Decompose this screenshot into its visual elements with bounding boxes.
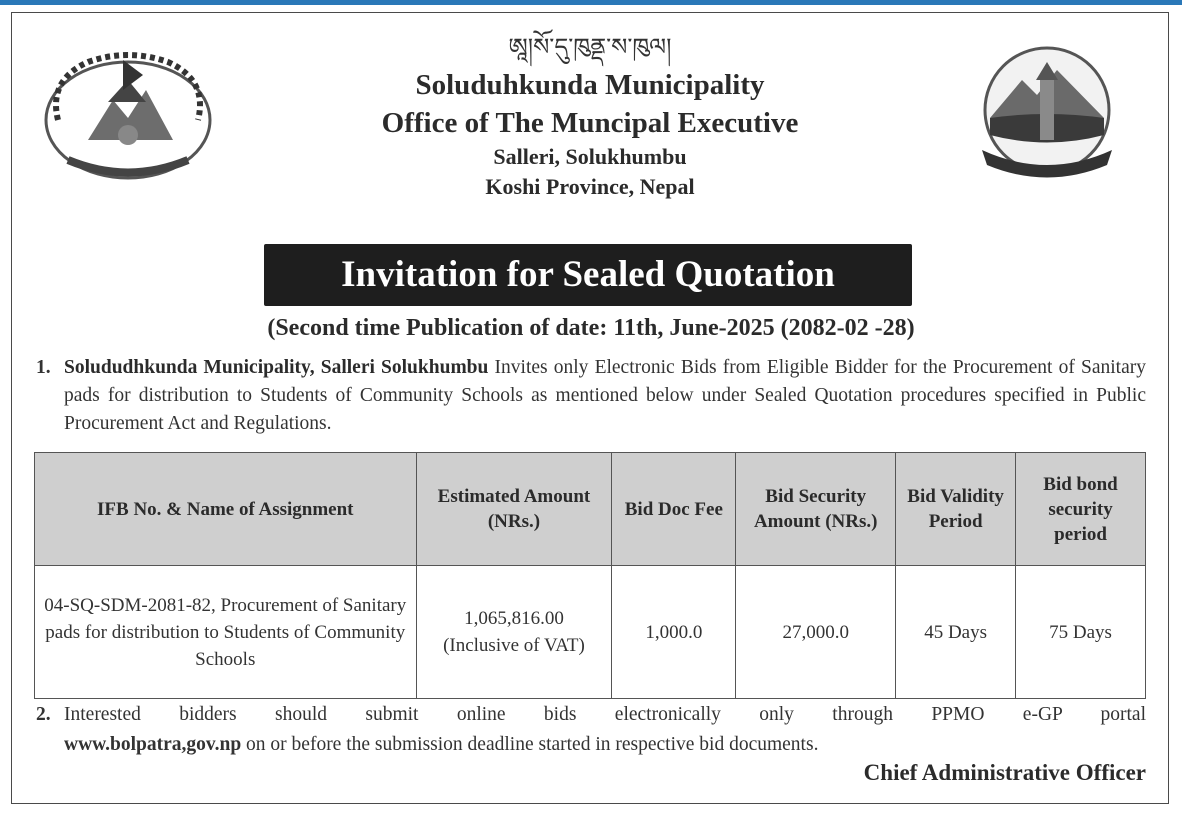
col-header-validity: Bid Validity Period xyxy=(896,453,1016,566)
publication-date: (Second time Publication of date: 11th, June-2025 (2082-02 -28) xyxy=(267,315,915,341)
tibetan-script-line: ཨཱ།སོ་དུ་ཁུནྡ་ས་ཁུལ། xyxy=(508,33,672,61)
address-line-2: Koshi Province, Nepal xyxy=(485,174,695,199)
col-header-assignment: IFB No. & Name of Assignment xyxy=(35,453,417,566)
bid-details-table xyxy=(34,452,1146,699)
table-row xyxy=(35,566,1146,699)
paragraph-1-text: Invites only Electronic Bids from Eligible Bidder for the Procurement of Sanitary pads for distribution to Students of Community Schools as mentioned below under Sealed Quotation procedures specified in Public Procurement Act and Regulations. xyxy=(64,357,1146,434)
paragraph-1-number: 1. xyxy=(36,357,51,378)
cell-bid-security: 27,000.0 xyxy=(736,566,896,699)
paragraph-2-number: 2. xyxy=(36,704,51,725)
estimated-amount-value: 1,065,816.00 xyxy=(464,608,564,629)
paragraph-1-lead: Solududhkunda Municipality, Salleri Solukhumbu xyxy=(64,357,489,378)
paragraph-1 xyxy=(36,354,1146,438)
col-header-bond-period: Bid bond security period xyxy=(1016,453,1146,566)
cell-estimated-amount xyxy=(416,566,612,699)
egp-portal-link[interactable]: www.bolpatra,gov.np xyxy=(64,734,242,755)
cell-assignment: 04-SQ-SDM-2081-82, Procurement of Sanitary pads for distribution to Students of Community Schools xyxy=(35,566,417,699)
notice-title: Invitation for Sealed Quotation xyxy=(264,244,912,306)
address-line-1: Salleri, Solukhumbu xyxy=(493,144,687,169)
col-header-bid-doc-fee: Bid Doc Fee xyxy=(612,453,736,566)
municipality-logo-emblem xyxy=(962,40,1132,190)
cell-bond-period: 75 Days xyxy=(1016,566,1146,699)
municipality-name: Soluduhkunda Municipality xyxy=(415,69,765,101)
nepal-coat-of-arms-emblem xyxy=(28,40,228,190)
office-name: Office of The Muncipal Executive xyxy=(381,107,799,139)
letterhead xyxy=(260,28,920,202)
top-blue-rule xyxy=(0,0,1182,5)
paragraph-2-line-2: on or before the submission deadline started in respective bid documents. xyxy=(241,734,819,755)
cell-validity: 45 Days xyxy=(896,566,1016,699)
estimated-amount-note: (Inclusive of VAT) xyxy=(443,635,585,656)
col-header-bid-security: Bid Security Amount (NRs.) xyxy=(736,453,896,566)
table-header-row xyxy=(35,453,1146,566)
col-header-estimated-amount: Estimated Amount (NRs.) xyxy=(416,453,612,566)
cell-bid-doc-fee: 1,000.0 xyxy=(612,566,736,699)
signoff-title: Chief Administrative Officer xyxy=(863,760,1146,785)
paragraph-2-line-1: Interested bidders should submit online bids electronically only through PPMO e-GP portal xyxy=(64,704,1146,725)
paragraph-2 xyxy=(36,700,1146,760)
